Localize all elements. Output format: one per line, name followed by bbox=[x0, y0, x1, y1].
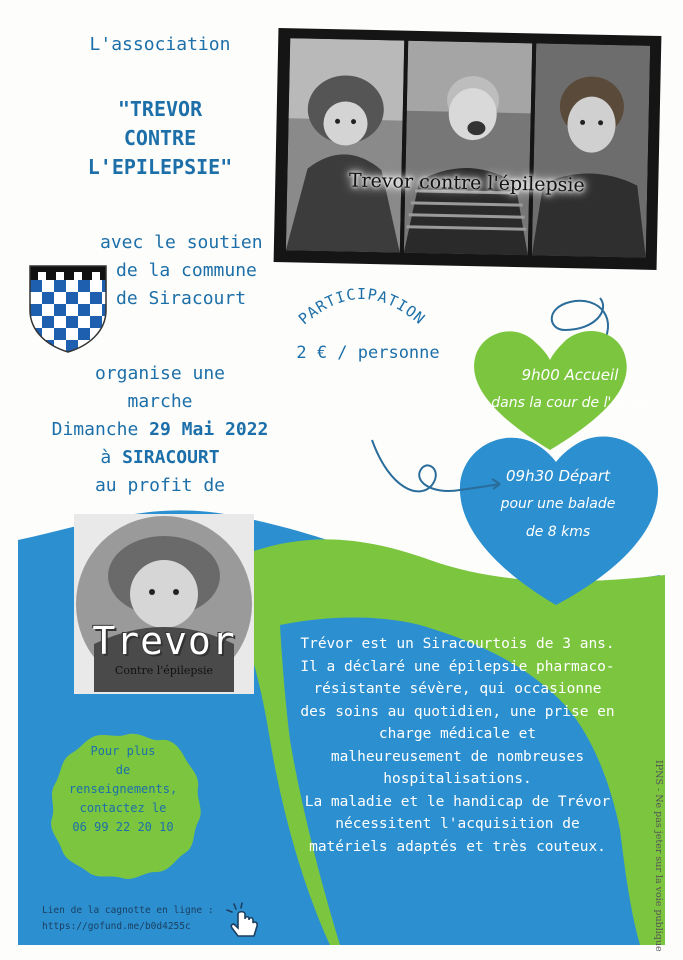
heart1-line: 9h00 Accueil bbox=[521, 366, 619, 384]
child-photo-2 bbox=[404, 41, 532, 256]
heart2-line: de 8 kms bbox=[525, 524, 591, 540]
contact-line: de bbox=[115, 763, 131, 777]
heart2-line: pour une balade bbox=[500, 496, 616, 512]
support-line: de Siracourt bbox=[116, 288, 247, 309]
contact-line: renseignements, bbox=[68, 782, 178, 796]
fundraiser-label: Lien de la cagnotte en ligne : bbox=[42, 905, 214, 916]
heart1-line: dans la cour de l'école bbox=[491, 395, 649, 411]
association-label: L'association bbox=[89, 34, 231, 55]
contact-line: contactez le bbox=[79, 801, 167, 815]
story-text bbox=[280, 633, 635, 858]
story-line: résistante sévère, qui occasionne bbox=[313, 681, 602, 697]
story-line: Il a déclaré une épilepsie pharmaco- bbox=[300, 658, 615, 675]
title-line: CONTRE bbox=[123, 126, 197, 150]
trevor-name: Trevor bbox=[92, 619, 236, 663]
event-date: Dimanche 29 Mai 2022 bbox=[51, 419, 269, 440]
schedule-hearts bbox=[360, 290, 670, 610]
contact-info bbox=[58, 742, 188, 837]
child-photo-1 bbox=[286, 38, 404, 252]
participation-price: 2 € / personne bbox=[296, 343, 440, 363]
fundraiser-link[interactable]: https://gofund.me/b0d4255c bbox=[42, 921, 191, 932]
support-line: de la commune bbox=[116, 260, 257, 281]
heart1-text bbox=[480, 361, 660, 417]
trevor-subtitle: Contre l'épilepsie bbox=[114, 664, 214, 677]
event-details bbox=[40, 360, 280, 500]
story-line: malheureusement de nombreuses bbox=[330, 748, 585, 765]
contact-line: Pour plus bbox=[90, 744, 156, 758]
story-line: La maladie et le handicap de Trévor bbox=[304, 793, 611, 810]
trevor-badge bbox=[74, 514, 254, 694]
participation-label: PARTICIPATION bbox=[295, 285, 429, 329]
child-photo-3 bbox=[532, 43, 650, 257]
title-line: L'EPILEPSIE" bbox=[87, 155, 233, 179]
fundraiser bbox=[42, 903, 232, 935]
organise-line: marche bbox=[127, 391, 193, 412]
photo-collage bbox=[274, 28, 662, 270]
story-line: Trévor est un Siracourtois de 3 ans. bbox=[300, 636, 615, 652]
ipns-side-note: IPNS - Ne pas jeter sur la voie publique bbox=[653, 760, 664, 952]
event-place: à SIRACOURT bbox=[100, 447, 220, 468]
benefit-line: au profit de bbox=[94, 475, 226, 496]
association-title bbox=[40, 95, 280, 182]
story-line: des soins au quotidien, une prise en bbox=[300, 703, 615, 720]
story-line: charge médicale et bbox=[378, 726, 537, 742]
heart2-line: 09h30 Départ bbox=[506, 467, 610, 485]
story-line: matériels adaptés et très couteux. bbox=[309, 838, 606, 855]
pointing-hand-click-icon bbox=[224, 900, 264, 940]
title-line: "TREVOR bbox=[117, 97, 203, 121]
heart2-text bbox=[468, 462, 648, 546]
story-line: hospitalisations. bbox=[383, 771, 532, 787]
contact-phone[interactable]: 06 99 22 20 10 bbox=[72, 820, 174, 834]
commune-coat-of-arms-icon bbox=[26, 262, 110, 354]
organise-line: organise une bbox=[94, 363, 226, 384]
support-line: avec le soutien bbox=[100, 232, 263, 253]
story-line: nécessitent l'acquisition de bbox=[335, 816, 580, 832]
photo-caption: Trevor contre l'épilepsie bbox=[348, 169, 585, 197]
